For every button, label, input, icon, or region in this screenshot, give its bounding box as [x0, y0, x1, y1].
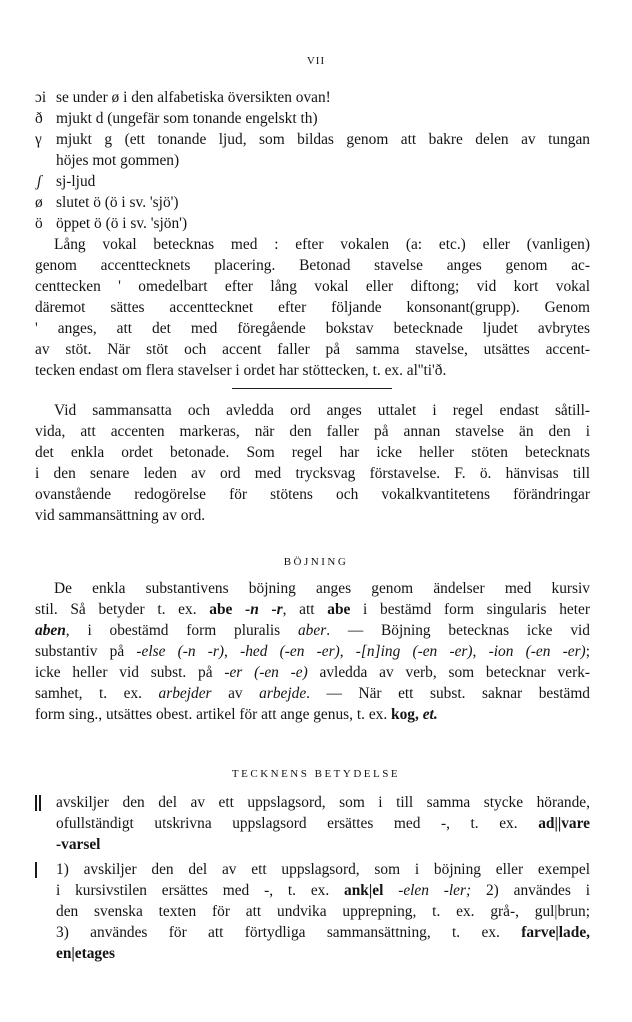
definition-line: en|etages — [56, 945, 115, 962]
ending: -n — [245, 601, 259, 618]
definition-line: den svenska texten för att undvika upprepning, t. ex. grå-, gul|brun; — [56, 903, 590, 920]
symbol-oi-desc: se under ø i den alfabetiska översikten ovan! — [56, 89, 331, 106]
example-headword: ad||vare — [538, 815, 590, 832]
symbol-eth-desc: mjukt d (ungefär som tonande engelskt th) — [56, 110, 318, 127]
symbol-oe: ö — [35, 215, 43, 232]
paragraph-line: det enkla ordet betonade. Som regel har icke heller stöten betecknats — [35, 444, 590, 461]
symbol-gamma-desc-line1: mjukt g (ett tonande ljud, som bildas genom att bakre delen av tungan — [56, 131, 590, 148]
example-headword: abe — [209, 601, 233, 618]
paragraph-line: form sing., utsättes obest. artikel för att ange genus, t. ex. kog, et. — [35, 706, 438, 723]
paragraph-line: tecken endast om flera stavelser i ordet har stöttecken, t. ex. al''ti'ð. — [35, 362, 447, 379]
symbol-esh: ʃ — [37, 173, 42, 190]
definition-line: 1) avskiljer den del av ett uppslagsord, som i böjning eller exempel — [56, 861, 590, 878]
paragraph-line: vida, att accenten markeras, när den faller på annan stavelse än den i — [35, 423, 590, 440]
paragraph-line: av stöt. När stöt och accent faller på samma stavelse, utsättes accent- — [35, 341, 590, 358]
paragraph-line: aben, i obestämd form pluralis aber. — Böjning betecknas icke vid — [35, 622, 590, 639]
symbol-esh-desc: sj-ljud — [56, 173, 96, 190]
paragraph-line: ovanstående redogörelse för stötens och vokalkvantitetens förändringar — [35, 486, 590, 503]
symbol-oi: ɔi — [35, 89, 47, 106]
example-form: -elen -ler; — [398, 882, 472, 899]
paragraph-line: ' anges, att det med föregående bokstav betecknade ljudet avbrytes — [35, 320, 590, 337]
symbol-gamma-desc-line2: höjes mot gommen) — [56, 152, 180, 169]
paragraph-line: stil. Så betyder t. ex. abe -n -r, att abe i bestämd form singularis heter — [35, 601, 590, 618]
paragraph-line: Lång vokal betecknas med : efter vokalen (a: etc.) eller (vanligen) — [54, 236, 590, 253]
symbol-eth: ð — [35, 110, 43, 127]
paragraph-line: däremot sättes accenttecknet efter följande konsonant(grupp). Genom — [35, 299, 590, 316]
heading-bojning: BÖJNING — [283, 556, 349, 568]
suffix: -hed (-en -er) — [240, 643, 340, 660]
gender-article: et. — [422, 706, 438, 723]
suffix: -else (-n -r) — [136, 643, 225, 660]
symbol-oe-desc: öppet ö (ö i sv. 'sjön') — [56, 215, 188, 232]
example-headword: farve|lade, — [521, 924, 590, 941]
definition-line: 3) användes för att förtydliga sammansättning, t. ex. farve|lade, — [56, 924, 590, 941]
example-form: aber — [297, 622, 327, 639]
ending: -r — [271, 601, 283, 618]
suffix: -er (-en -e) — [224, 664, 308, 681]
definition-line: i kursivstilen ersättes med -, t. ex. ank|el -elen -ler; 2) användes i — [56, 882, 590, 899]
heading-tecknens-betydelse: TECKNENS BETYDELSE — [231, 768, 401, 780]
symbol-gamma: γ — [35, 131, 42, 148]
definition-line: avskiljer den del av ett uppslagsord, som i till samma stycke hörande, — [56, 794, 590, 811]
paragraph-line: Vid sammansatta och avledda ord anges uttalet i regel endast såtill- — [54, 402, 590, 419]
paragraph-line: substantiv på -else (-n -r), -hed (-en -er), -[n]ing (-en -er), -ion (-en -er); — [35, 643, 590, 660]
example-form: arbejde — [259, 685, 307, 702]
paragraph-line: samhet, t. ex. arbejder av arbejde. — När ett subst. saknar bestämd — [35, 685, 590, 702]
page-number: VII — [306, 55, 326, 67]
paragraph-line: genom accenttecknets placering. Betonad stavelse anges genom ac- — [35, 257, 590, 274]
definition-line: ofullständigt utskrivna uppslagsord ersättes med -, t. ex. ad||vare — [56, 815, 590, 832]
section-divider — [232, 388, 392, 389]
example-headword: ank|el — [344, 882, 384, 899]
symbol-oslash: ø — [35, 194, 43, 211]
paragraph-line: icke heller vid subst. på -er (-en -e) avledda av verb, som betecknar verk- — [35, 664, 591, 681]
paragraph-line: vid sammansättning av ord. — [35, 507, 206, 524]
example-headword: kog, — [391, 706, 419, 723]
paragraph-line: De enkla substantivens böjning anges genom ändelser med kursiv — [54, 580, 590, 597]
definition-line: -varsel — [56, 836, 101, 853]
paragraph-line: i den senare leden av ord med trycksvag förstavelse. F. ö. hänvisas till — [35, 465, 590, 482]
paragraph-line: centtecken ' omedelbart efter lång vokal eller diftong; vid kort vokal — [35, 278, 590, 295]
suffix: -ion (-en -er) — [488, 643, 586, 660]
example-form: aben — [35, 622, 66, 639]
example-form: arbejder — [158, 685, 212, 702]
symbol-oslash-desc: slutet ö (ö i sv. 'sjö') — [56, 194, 179, 211]
suffix: -[n]ing (-en -er) — [355, 643, 473, 660]
example-headword: abe — [327, 601, 351, 618]
